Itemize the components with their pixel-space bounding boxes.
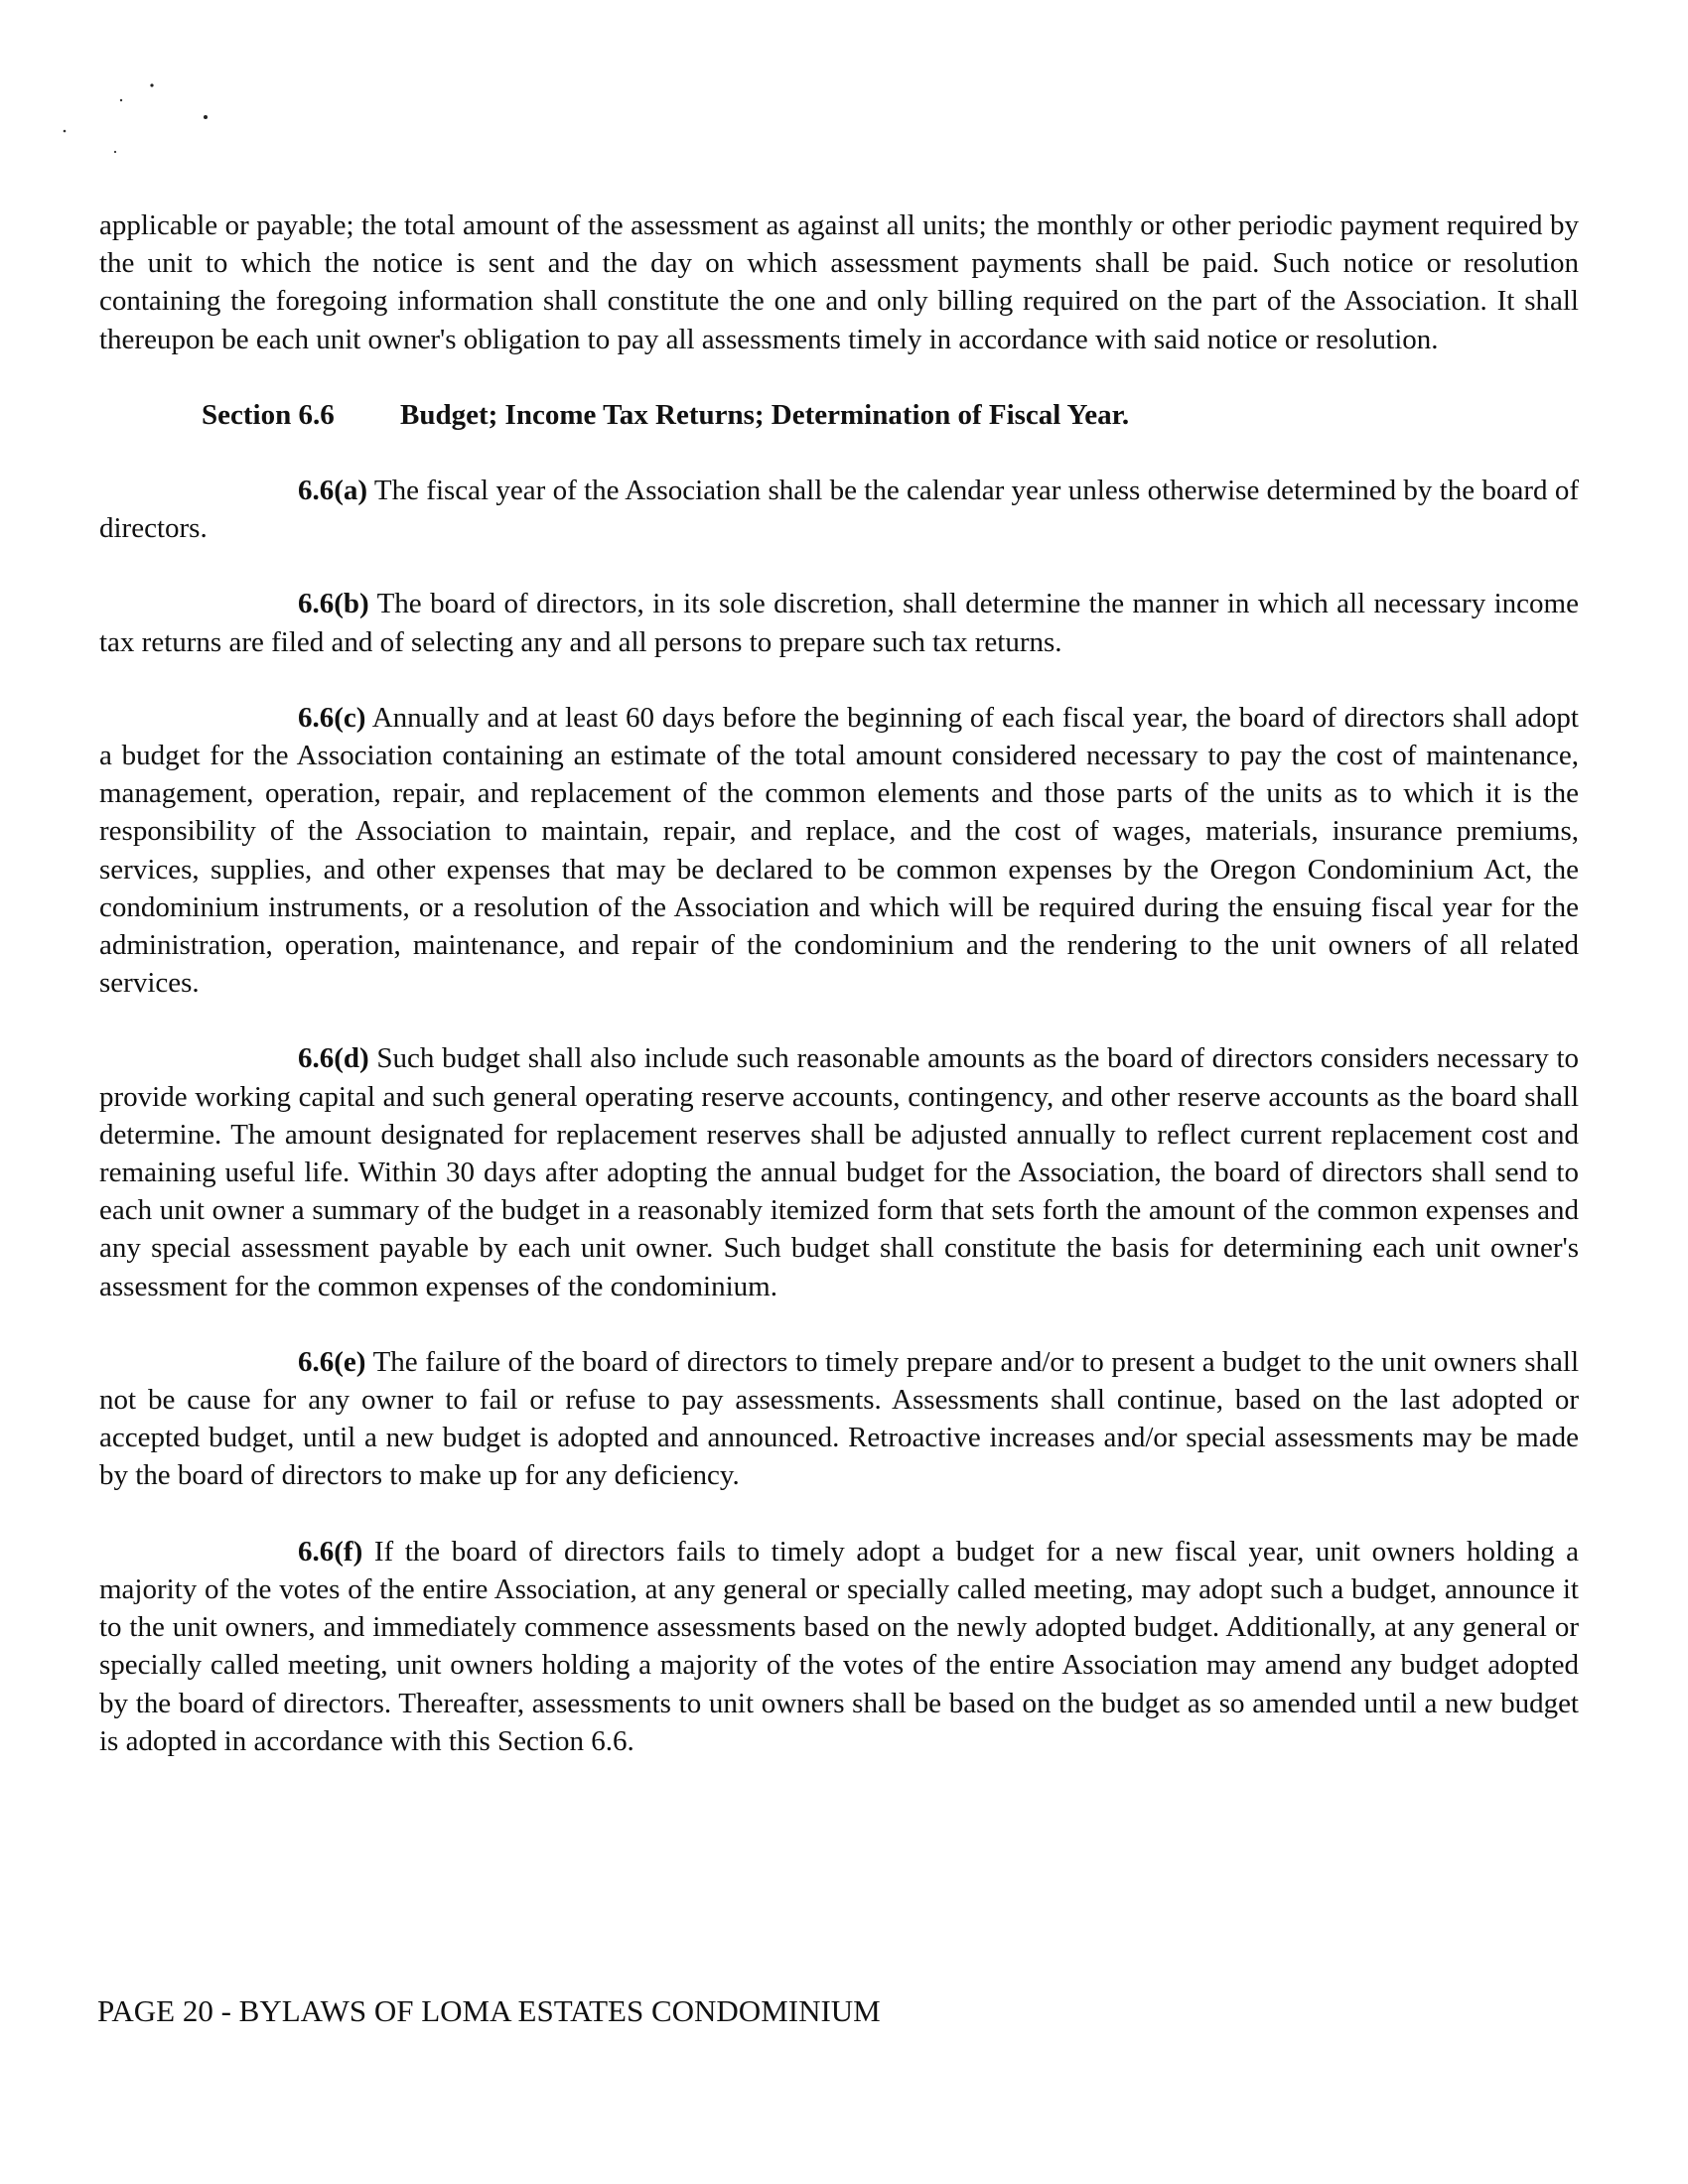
scan-specks (0, 0, 258, 169)
subsection-text: The failure of the board of directors to timely prepare and/or to present a budget to the unit owners shall not be cause for any owner to fail or refuse to pay assessments. Assessments shall continue, based on the last adopted or accepted budget, until a new budget is adopted and announced. Retroactive increases and/or special assessments may be made by the board of directors to make up for any deficiency. (99, 1345, 1580, 1492)
subsection-text: Annually and at least 60 days before the beginning of each fiscal year, the board of directors shall adopt a budget for the Association containing an estimate of the total amount considered necessary to pay the cost of maintenance, management, operation, repair, and replacement of the common elements and those parts of the units as to which it is the responsibility of the Association to maintain, repair, and replace, and the cost of wages, materials, insurance premiums, services, supplies, and other expenses that may be declared to be common expenses by the Oregon Condominium Act, the condominium instruments, or a resolution of the Association and which will be required during the ensuing fiscal year for the administration, operation, maintenance, and repair of the condominium and the rendering to the unit owners of all related services. (99, 701, 1579, 1000)
scan-speck (204, 115, 208, 119)
subsection-label: 6.6(c) (298, 701, 366, 734)
subsection-label: 6.6(f) (298, 1535, 363, 1568)
subsection-6-6-b (99, 585, 1579, 660)
subsection-6-6-f (99, 1533, 1579, 1760)
section-title: Budget; Income Tax Returns; Determination of Fiscal Year. (400, 398, 1130, 431)
scan-speck (150, 83, 153, 86)
subsection-text: The board of directors, in its sole discretion, shall determine the manner in which all necessary income tax returns are filed and of selecting any and all persons to prepare such tax returns. (99, 588, 1579, 658)
scan-speck (114, 151, 116, 153)
subsection-6-6-e (99, 1343, 1579, 1495)
subsection-label: 6.6(a) (298, 475, 368, 507)
subsection-text: Such budget shall also include such reasonable amounts as the board of directors considers necessary to provide working capital and such general operating reserve accounts, contingency, and other reserve accounts as the board shall determine. The amount designated for replacement reserves shall be adjusted annually to reflect current replacement cost and remaining useful life. Within 30 days after adopting the annual budget for the Association, the board of directors shall send to each unit owner a summary of the budget in a reasonably itemized form that sets forth the amount of the common expenses and any special assessment payable by each unit owner. Such budget shall constitute the basis for determining each unit owner's assessment for the common expenses of the condominium. (99, 1042, 1580, 1302)
subsection-text: If the board of directors fails to timely adopt a budget for a new fiscal year, unit owners holding a majority of the votes of the entire Association, at any general or specially called meeting, may adopt such a budget, announce it to the unit owners, and immediately commence assessments based on the newly adopted budget. Additionally, at any general or specially called meeting, unit owners holding a majority of the votes of the entire Association may amend any budget adopted by the board of directors. Thereafter, assessments to unit owners shall be based on the budget as so amended until a new budget is adopted in accordance with this Section 6.6. (99, 1535, 1579, 1757)
subsection-6-6-a (99, 472, 1579, 547)
subsection-label: 6.6(b) (298, 588, 369, 620)
subsection-label: 6.6(e) (298, 1345, 366, 1378)
subsection-6-6-c (99, 699, 1579, 1003)
page-footer: PAGE 20 - BYLAWS OF LOMA ESTATES CONDOMINIUM (97, 1993, 881, 2028)
subsection-label: 6.6(d) (298, 1042, 369, 1075)
intro-paragraph: applicable or payable; the total amount of the assessment as against all units; the monthly or other periodic payment required by the unit to which the notice is sent and the day on which assessment payments shall be paid. Such notice or resolution containing the foregoing information shall constitute the one and only billing required on the part of the Association. It shall thereupon be each unit owner's obligation to pay all assessments timely in accordance with said notice or resolution. (99, 209, 1579, 355)
section-number: Section 6.6 (202, 398, 335, 431)
scan-speck (120, 99, 122, 101)
subsection-text: The fiscal year of the Association shall be the calendar year unless otherwise determined by the board of directors. (99, 475, 1579, 545)
document-body (99, 206, 1579, 1798)
scan-speck (64, 130, 67, 133)
subsection-6-6-d (99, 1039, 1579, 1304)
section-heading (99, 396, 1579, 434)
